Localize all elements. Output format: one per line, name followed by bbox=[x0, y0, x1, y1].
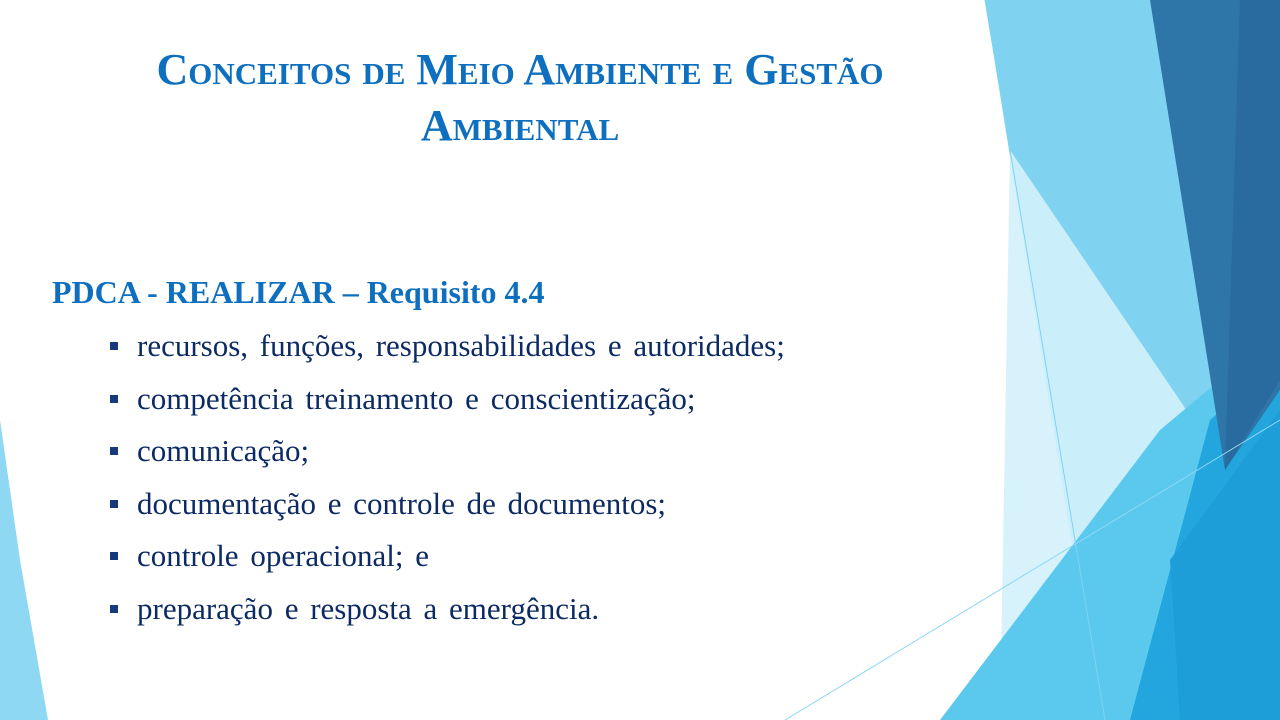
square-bullet-icon bbox=[110, 552, 118, 560]
bullet-list bbox=[108, 323, 785, 638]
bullet-item bbox=[108, 586, 785, 639]
bullet-text: preparação e resposta a emergência. bbox=[137, 590, 600, 626]
bullet-item bbox=[108, 533, 785, 586]
slide-title bbox=[60, 42, 980, 154]
bullet-item bbox=[108, 376, 785, 429]
bullet-text: comunicação; bbox=[137, 433, 310, 468]
section-subheading: PDCA - REALIZAR – Requisito 4.4 bbox=[52, 274, 545, 310]
slide-title-line-2: Ambiental bbox=[420, 101, 620, 150]
square-bullet-icon bbox=[110, 342, 118, 350]
bullet-text: competência treinamento e conscientização; bbox=[137, 380, 696, 416]
bullet-item bbox=[108, 323, 785, 376]
bullet-text: controle operacional; e bbox=[137, 538, 430, 573]
slide-title-line-1: Conceitos de Meio Ambiente e Gestão bbox=[156, 45, 884, 94]
bullet-text: documentação e controle de documentos; bbox=[137, 485, 667, 521]
square-bullet-icon bbox=[110, 447, 118, 455]
square-bullet-icon bbox=[110, 605, 118, 613]
bullet-text: recursos, funções, responsabilidades e autoridades; bbox=[137, 328, 785, 363]
left-edge-sliver bbox=[0, 420, 48, 720]
square-bullet-icon bbox=[110, 395, 118, 403]
bullet-item bbox=[108, 481, 785, 534]
square-bullet-icon bbox=[110, 500, 118, 508]
bullet-item bbox=[108, 428, 785, 481]
